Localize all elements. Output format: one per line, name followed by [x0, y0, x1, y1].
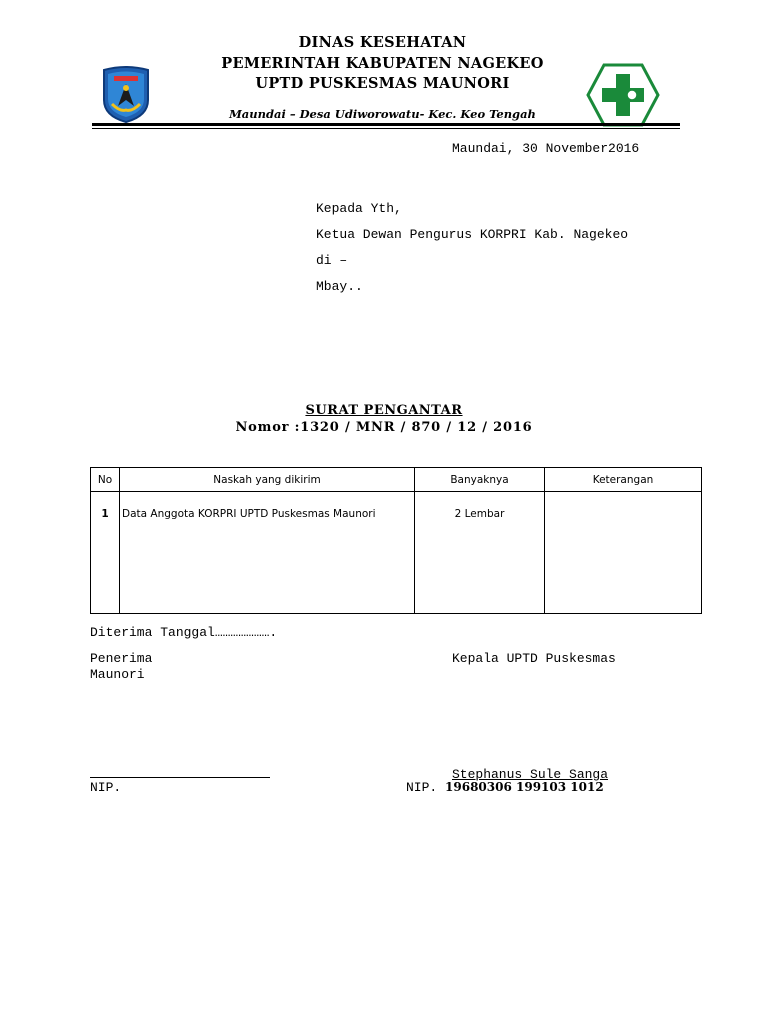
recipient-di: di –: [316, 253, 348, 268]
letter-number: Nomor :1320 / MNR / 870 / 12 / 2016: [235, 420, 533, 435]
signer-nip-value: 19680306 199103 1012: [445, 780, 604, 794]
recipient-name: Ketua Dewan Pengurus KORPRI Kab. Nagekeo: [316, 227, 629, 242]
signer-name: Stephanus Sule Sanga: [452, 767, 609, 782]
table-header-row: [91, 468, 702, 492]
header-divider-thin: [92, 128, 680, 129]
signer-role: Kepala UPTD Puskesmas: [452, 651, 616, 666]
receiver-place: Maunori: [90, 667, 145, 682]
col-header-keterangan: Keterangan: [545, 468, 702, 492]
health-cross-icon: [586, 62, 660, 128]
recipient-salutation: Kepada Yth,: [316, 201, 402, 216]
header-line-2: PEMERINTAH KABUPATEN NAGEKEO: [221, 55, 544, 72]
header-line-1: DINAS KESEHATAN: [298, 34, 467, 51]
letter-date: Maundai, 30 November2016: [452, 141, 640, 156]
col-header-banyaknya: Banyaknya: [415, 468, 545, 492]
cell-naskah: Data Anggota KORPRI UPTD Puskesmas Maunori: [120, 492, 415, 614]
cell-keterangan: [545, 492, 702, 614]
receiver-signature-line: [90, 777, 270, 778]
letter-heading: SURAT PENGANTAR: [305, 403, 463, 418]
receiver-nip: NIP.: [90, 780, 122, 795]
received-date: Diterima Tanggal………………….: [90, 625, 278, 640]
cell-banyaknya: 2 Lembar: [415, 492, 545, 614]
cell-no: 1: [91, 492, 120, 614]
receiver-role: Penerima: [90, 651, 153, 666]
col-header-naskah: Naskah yang dikirim: [120, 468, 415, 492]
regency-crest-icon: [100, 66, 152, 124]
table-row: [91, 492, 702, 614]
recipient-place: Mbay..: [316, 279, 363, 294]
signer-nip-label: NIP.: [406, 780, 438, 795]
document-table: [90, 467, 702, 614]
header-line-3: UPTD PUSKESMAS MAUNORI: [255, 75, 510, 92]
signer-nip: [406, 780, 604, 795]
col-header-no: No: [91, 468, 120, 492]
header-address: Maundai – Desa Udiworowatu- Kec. Keo Tengah: [229, 107, 536, 121]
header-divider-thick: [92, 123, 680, 126]
